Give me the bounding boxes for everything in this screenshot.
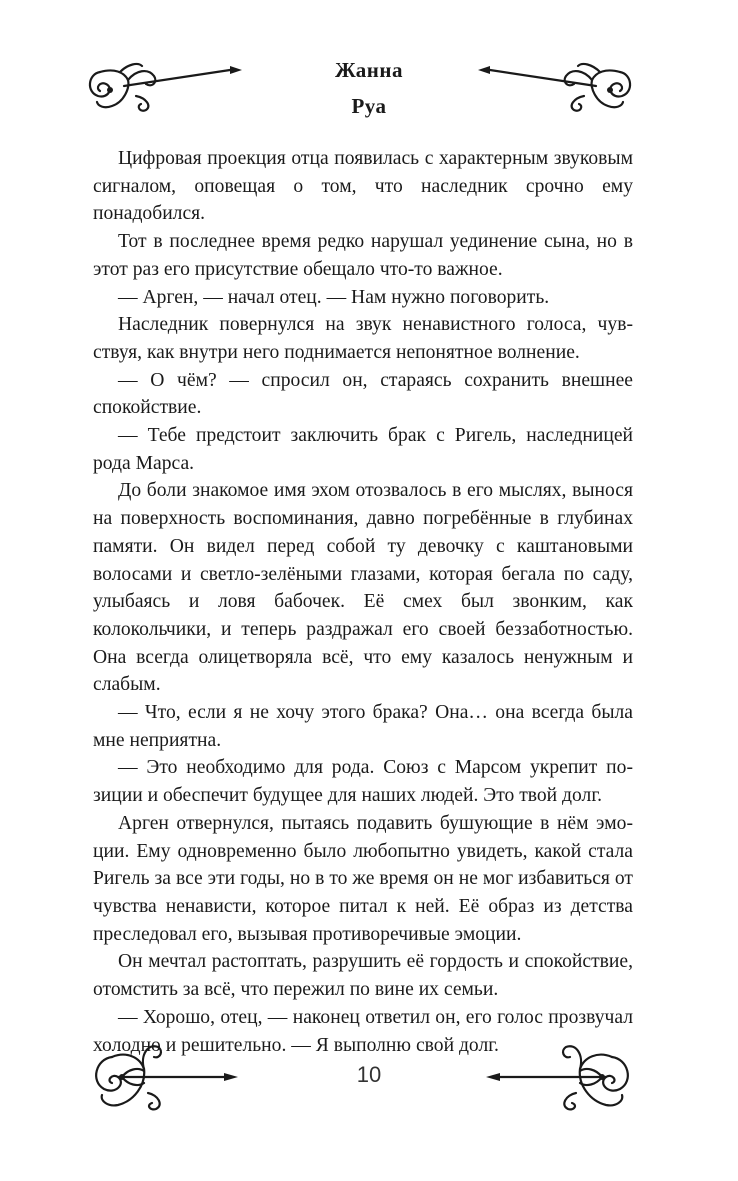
paragraph: — Арген, — начал отец. — Нам нужно поговорить. — [118, 286, 550, 308]
running-header-author — [0, 52, 738, 124]
paragraph: — Что, если я не хочу этого брака? Она… она всегда была мне неприятна. — [93, 702, 633, 751]
paragraph: — Хорошо, отец, — наконец ответил он, его голос прозвучал холодно и решительно. — Я выполню свой долг. — [93, 1006, 633, 1056]
author-last-name: Руа — [351, 94, 387, 118]
paragraph: Наследник повернулся на звук ненавистного голоса, чувствуя, как внутри него поднимается непонятное волнение. — [93, 314, 633, 363]
body-text — [93, 145, 633, 1059]
paragraph: — Тебе предстоит заключить брак с Ригель, наследницей рода Марса. — [93, 425, 633, 474]
paragraph: Он мечтал растоптать, разрушить её гордость и спокойствие, отомстить за всё, что пережил по вине их семьи. — [93, 951, 633, 1001]
author-first-name: Жанна — [335, 58, 403, 82]
paragraph: — О чём? — спросил он, стараясь сохранить внешнее спокойствие. — [93, 369, 633, 419]
paragraph: До боли знакомое имя эхом отозвалось в его мыслях, вынося на поверхность воспоминания, давно погребённые в глубинах памяти. Он видел перед собой ту девочку с каштановыми волосами и светло-зелёными глазами, которая бегала по саду, улыбаясь и ловя бабочек. Её смех был звонким, как колокольчики, и теперь раздражал его своей беззаботностью. Она всегда олицетворяла всё, что ему казалось ненужным и слабым. — [93, 480, 633, 696]
paragraph: — Это необходимо для рода. Союз с Марсом укрепит позиции и обеспечит будущее для наших людей. Это твой долг. — [93, 757, 633, 807]
paragraph: Тот в последнее время редко нарушал уединение сына, но в этот раз его присутствие обещало что-то важное. — [93, 231, 633, 280]
paragraph: Арген отвернулся, пытаясь подавить бушующие в нём эмоции. Ему одновременно было любопытно увидеть, какой стала Ригель за все эти годы, но в то же время он не мог избавиться от чувства ненависти, которое питал к ней. Её образ из детства преследовал его, вызывая противоречивые эмоции. — [93, 812, 633, 945]
page-number: 10 — [356, 1062, 382, 1087]
paragraph: Цифровая проекция отца появилась с характерным звуковым сигналом, оповещая о том, что наследник срочно ему понадобился. — [93, 148, 633, 225]
